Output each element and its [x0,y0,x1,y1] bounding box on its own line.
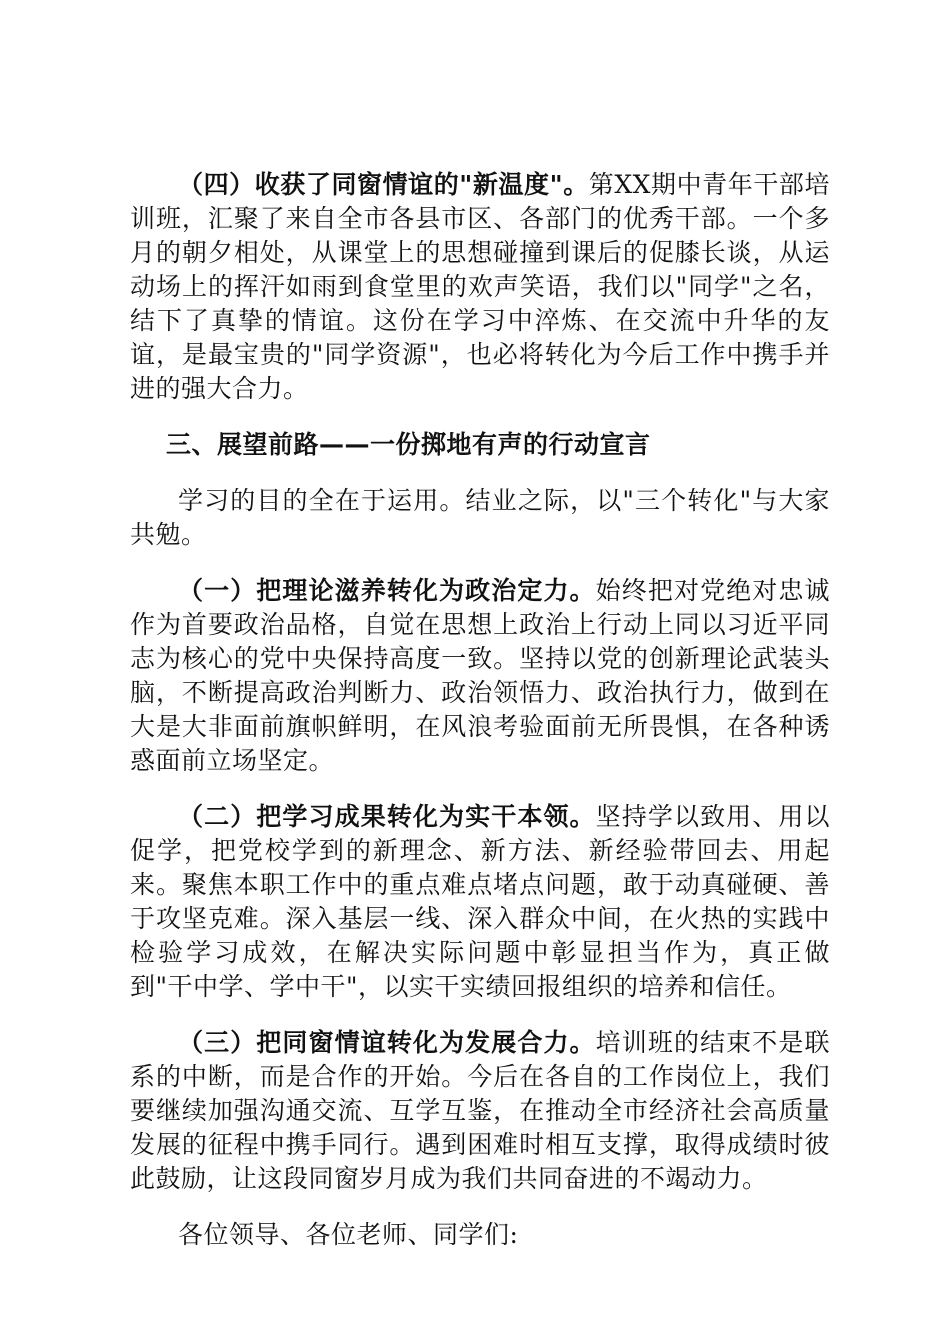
item-one-lead: （一）把理论滋养转化为政治定力。 [178,576,596,605]
section-intro: 学习的目的全在于运用。结业之际，以"三个转化"与大家共勉。 [130,486,830,549]
paragraph-four-lead: （四）收获了同窗情谊的"新温度"。 [178,170,589,199]
item-two [130,800,830,1004]
document-page [130,168,830,1274]
item-two-body: 坚持学以致用、用以促学，把党校学到的新理念、新方法、新经验带回去、用起来。聚焦本职工作中的重点难点堵点问题，敢于动真碰硬、善于攻坚克难。深入基层一线、深入群众中间，在火热的实践中检验学习成效，在解决实际问题中彰显担当作为，真正做到"干中学、学中干"，以实干实绩回报组织的培养和信任。 [130,802,830,1001]
item-two-lead: （二）把学习成果转化为实干本领。 [178,802,596,831]
paragraph-four-body: 第XX期中青年干部培训班，汇聚了来自全市各县市区、各部门的优秀干部。一个多月的朝夕相处，从课堂上的思想碰撞到课后的促膝长谈，从运动场上的挥汗如雨到食堂里的欢声笑语，我们以"同学"之名，结下了真挚的情谊。这份在学习中淬炼、在交流中升华的友谊，是最宝贵的"同学资源"，也必将转化为今后工作中携手并进的强大合力。 [130,170,830,403]
item-three-body: 培训班的结束不是联系的中断，而是合作的开始。今后在各自的工作岗位上，我们要继续加强沟通交流、互学互鉴，在推动全市经济社会高质量发展的征程中携手同行。遇到困难时相互支撑，取得成绩时彼此鼓励，让这段同窗岁月成为我们共同奋进的不竭动力。 [130,1028,830,1193]
closing-salutation: 各位领导、各位老师、同学们: [178,1220,519,1249]
paragraph-four [130,168,830,406]
section-three-heading: 三、展望前路——一份掷地有声的行动宣言 [166,430,651,459]
item-three [130,1026,830,1196]
item-three-lead: （三）把同窗情谊转化为发展合力。 [178,1028,596,1057]
item-one [130,574,830,778]
item-one-body: 始终把对党绝对忠诚作为首要政治品格，自觉在思想上政治上行动上同以习近平同志为核心的党中央保持高度一致。坚持以党的创新理论武装头脑，不断提高政治判断力、政治领悟力、政治执行力，做到在大是大非面前旗帜鲜明，在风浪考验面前无所畏惧，在各种诱惑面前立场坚定。 [130,576,830,775]
